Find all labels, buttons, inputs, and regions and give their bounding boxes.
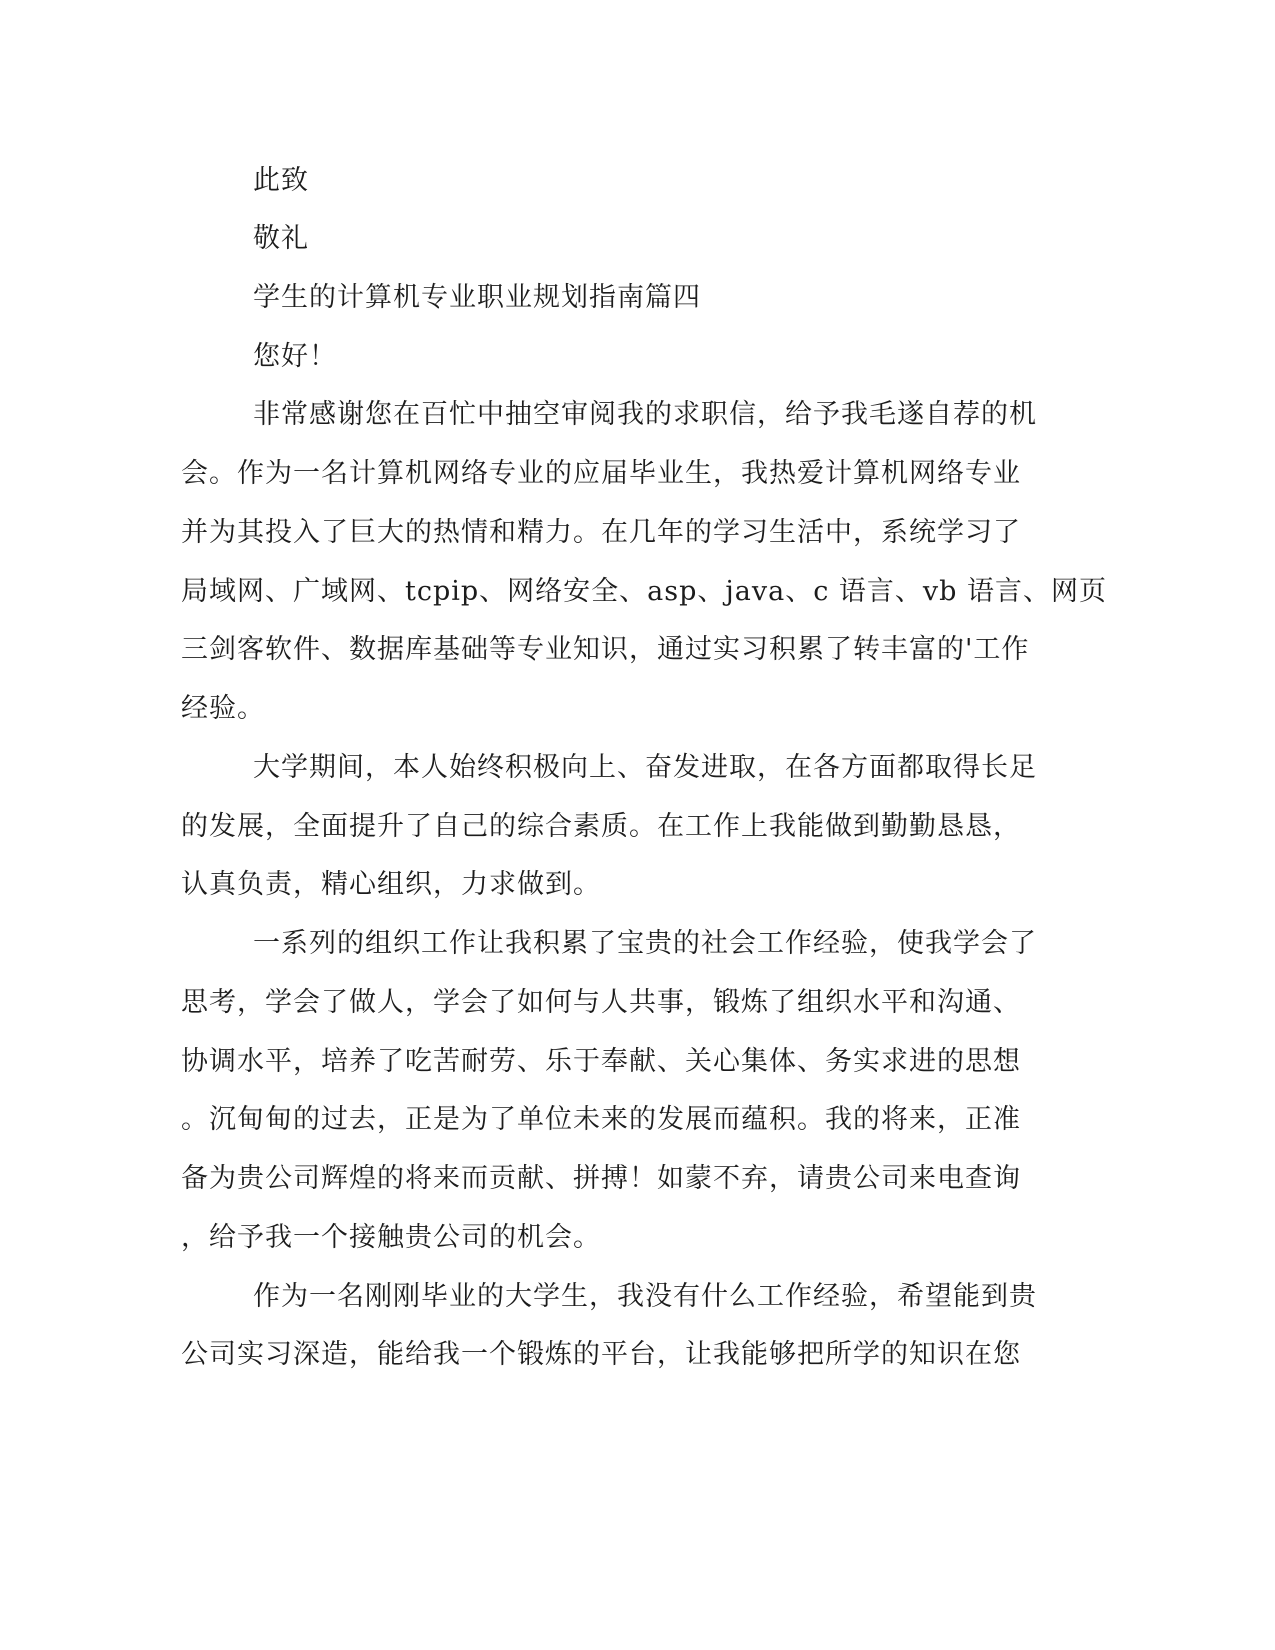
paragraph-line: 三剑客软件、数据库基础等专业知识，通过实习积累了转丰富的'工作 bbox=[181, 634, 1030, 665]
paragraph-line: 。沉甸甸的过去，正是为了单位未来的发展而蕴积。我的将来，正准 bbox=[181, 1104, 1021, 1135]
paragraph-line: 局域网、广域网、tcpip、网络安全、asp、java、c 语言、vb 语言、网页 bbox=[181, 576, 1108, 607]
paragraph-line: 大学期间，本人始终积极向上、奋发进取，在各方面都取得长足 bbox=[253, 752, 1037, 783]
paragraph-line: 协调水平，培养了吃苦耐劳、乐于奉献、关心集体、务实求进的思想 bbox=[181, 1046, 1021, 1077]
paragraph-line: 思考，学会了做人，学会了如何与人共事，锻炼了组织水平和沟通、 bbox=[181, 987, 1021, 1018]
closing-salutation: 此致 bbox=[253, 165, 309, 196]
paragraph-line: 认真负责，精心组织，力求做到。 bbox=[181, 869, 601, 900]
paragraph-line: 公司实习深造，能给我一个锻炼的平台，让我能够把所学的知识在您 bbox=[181, 1339, 1021, 1370]
paragraph-line: 备为贵公司辉煌的将来而贡献、拼搏！如蒙不弃，请贵公司来电查询 bbox=[181, 1163, 1021, 1194]
paragraph-line: 一系列的组织工作让我积累了宝贵的社会工作经验，使我学会了 bbox=[253, 928, 1037, 959]
paragraph-line: 经验。 bbox=[181, 693, 265, 724]
paragraph-line: ，给予我一个接触贵公司的机会。 bbox=[181, 1222, 601, 1253]
paragraph-line: 非常感谢您在百忙中抽空审阅我的求职信，给予我毛遂自荐的机 bbox=[253, 399, 1037, 430]
closing-regards: 敬礼 bbox=[253, 223, 309, 254]
paragraph-line: 的发展，全面提升了自己的综合素质。在工作上我能做到勤勤恳恳， bbox=[181, 811, 1021, 842]
paragraph-line: 会。作为一名计算机网络专业的应届毕业生，我热爱计算机网络专业 bbox=[181, 458, 1021, 489]
greeting: 您好！ bbox=[253, 341, 337, 372]
section-heading: 学生的计算机专业职业规划指南篇四 bbox=[253, 282, 701, 313]
paragraph-line: 并为其投入了巨大的热情和精力。在几年的学习生活中，系统学习了 bbox=[181, 517, 1021, 548]
paragraph-line: 作为一名刚刚毕业的大学生，我没有什么工作经验，希望能到贵 bbox=[253, 1281, 1037, 1312]
